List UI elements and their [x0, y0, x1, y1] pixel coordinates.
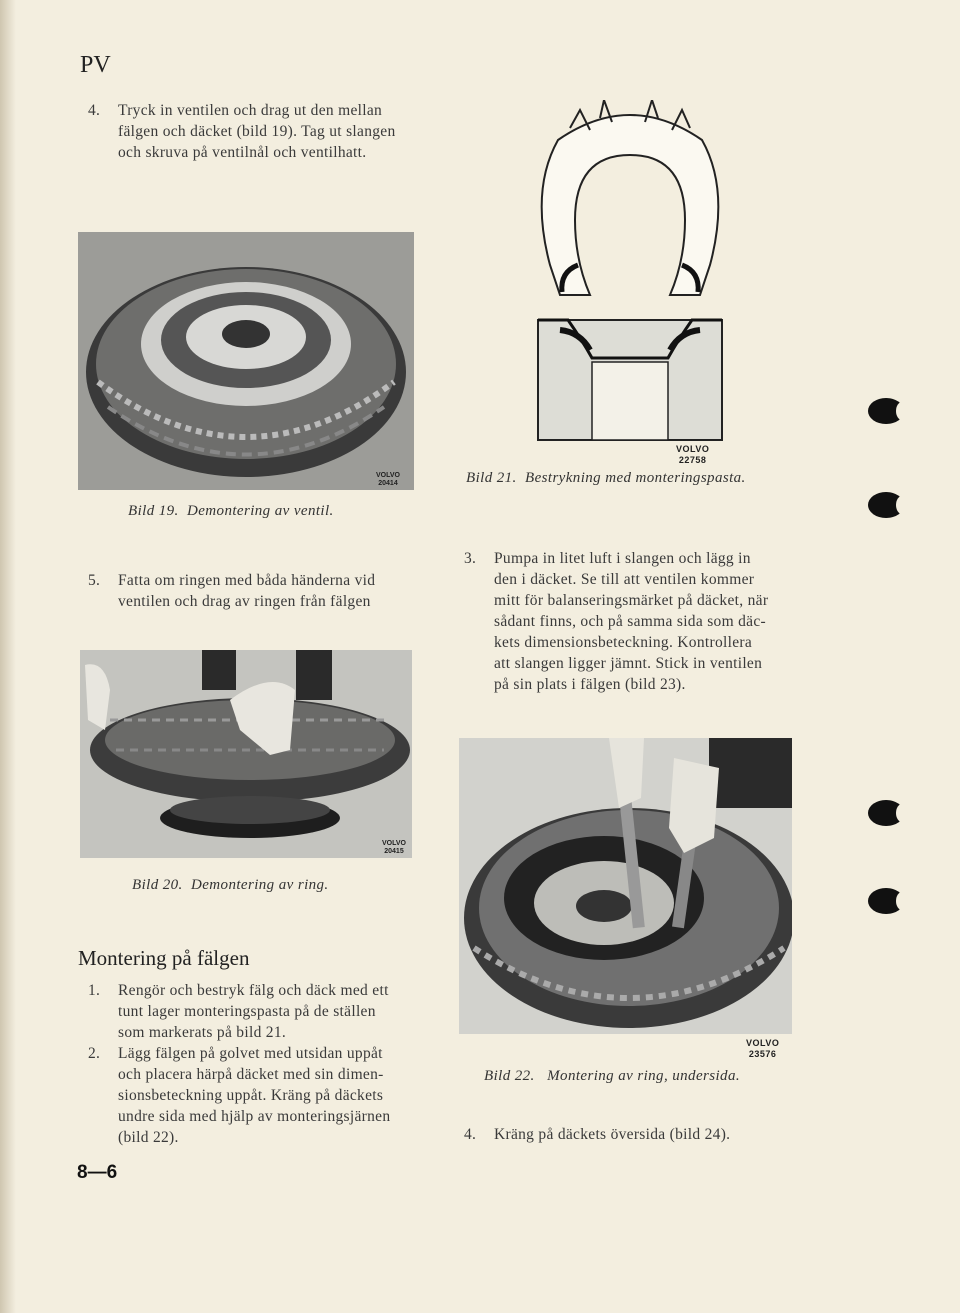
mount-step-2-line: Lägg fälgen på golvet med utsidan uppåt: [118, 1045, 383, 1062]
bild-20-caption-text: Demontering av ring.: [191, 877, 329, 893]
step-3-paragraph: [464, 548, 804, 695]
step-4-right-number: 4.: [464, 1126, 477, 1143]
binder-hole: [868, 398, 904, 424]
tire-with-rim-illustration: [78, 232, 414, 490]
bild-21-caption-text: Bestrykning med monteringspasta.: [525, 470, 746, 486]
step-3-line: sådant finns, och på samma sida som däc-: [494, 613, 766, 630]
step-3-line: Pumpa in litet luft i slangen och lägg in: [494, 550, 751, 567]
bild-20-photo: [80, 650, 412, 858]
mount-step-2-line: sionsbeteckning uppåt. Kräng på däckets: [118, 1087, 384, 1104]
bild-20-caption: [132, 877, 329, 894]
bild-20-stamp: VOLVO 20415: [382, 840, 406, 855]
mount-step-1-line: tunt lager monteringspasta på de ställen: [118, 1003, 376, 1020]
mount-step-2-paragraph: [88, 1043, 428, 1148]
step-5-number: 5.: [88, 572, 101, 589]
bild-21-stamp-number: 22758: [678, 455, 707, 465]
tire-mounting-illustration: [459, 738, 792, 1034]
step-4-number: 4.: [88, 102, 101, 119]
bild-21-caption: [466, 470, 746, 487]
mount-step-1-number: 1.: [88, 982, 101, 999]
mount-step-2-number: 2.: [88, 1045, 101, 1062]
bild-21-diagram: [520, 100, 740, 460]
step-4-right-line: Kräng på däckets översida (bild 24).: [494, 1126, 731, 1143]
step-3-line: den i däcket. Se till att ventilen kommer: [494, 571, 755, 588]
step-4-paragraph: [88, 100, 428, 163]
step-3-line: att slangen ligger jämnt. Stick in ventilen: [494, 655, 763, 672]
bild-21-stamp: [676, 444, 709, 466]
bild-19-caption-number: Bild 19.: [128, 503, 179, 519]
page-fold-shadow: [0, 0, 16, 1313]
section-heading: Montering på fälgen: [78, 946, 250, 970]
binder-hole: [868, 492, 904, 518]
bild-22-stamp-number: 23576: [748, 1049, 777, 1059]
mount-step-1-line: Rengör och bestryk fälg och däck med ett: [118, 982, 389, 999]
step-5-line: ventilen och drag av ringen från fälgen: [118, 593, 371, 610]
step-4-line: Tryck in ventilen och drag ut den mellan: [118, 102, 383, 119]
bild-22-stamp: [746, 1038, 779, 1060]
mount-step-2-line: och placera härpå däcket med sin dimen-: [118, 1066, 384, 1083]
mount-step-2-line: undre sida med hjälp av monteringsjärnen: [118, 1108, 391, 1125]
bild-22-photo: [459, 738, 792, 1034]
binder-hole: [868, 800, 904, 826]
bild-21-stamp-brand: VOLVO: [676, 444, 710, 454]
page-number: 8—6: [77, 1162, 118, 1183]
step-3-line: på sin plats i fälgen (bild 23).: [494, 676, 686, 693]
bild-19-caption: [128, 503, 334, 520]
page-header: PV: [80, 52, 111, 78]
bild-22-caption-number: Bild 22.: [484, 1068, 535, 1084]
bild-19-stamp: VOLVO 20414: [376, 472, 400, 487]
tire-removal-illustration: [80, 650, 412, 858]
binder-hole: [868, 888, 904, 914]
step-3-number: 3.: [464, 550, 477, 567]
step-5-paragraph: [88, 570, 428, 612]
step-5-line: Fatta om ringen med båda händerna vid: [118, 572, 376, 589]
step-3-line: mitt för balanseringsmärket på däcket, när: [494, 592, 769, 609]
mount-step-1-line: som markerats på bild 21.: [118, 1024, 287, 1041]
step-4-right-paragraph: [464, 1124, 804, 1145]
bild-19-caption-text: Demontering av ventil.: [187, 503, 334, 519]
step-4-line: fälgen och däcket (bild 19). Tag ut slangen: [118, 123, 396, 140]
bild-22-caption: [484, 1068, 740, 1085]
bild-22-stamp-brand: VOLVO: [746, 1038, 780, 1048]
mount-step-1-paragraph: [88, 980, 428, 1043]
bild-22-caption-text: Montering av ring, undersida.: [547, 1068, 740, 1084]
mount-step-2-line: (bild 22).: [118, 1129, 179, 1146]
bild-21-caption-number: Bild 21.: [466, 470, 517, 486]
bild-20-caption-number: Bild 20.: [132, 877, 183, 893]
bild-19-photo: [78, 232, 414, 490]
step-4-line: och skruva på ventilnål och ventilhatt.: [118, 144, 367, 161]
step-3-line: kets dimensionsbeteckning. Kontrollera: [494, 634, 753, 651]
